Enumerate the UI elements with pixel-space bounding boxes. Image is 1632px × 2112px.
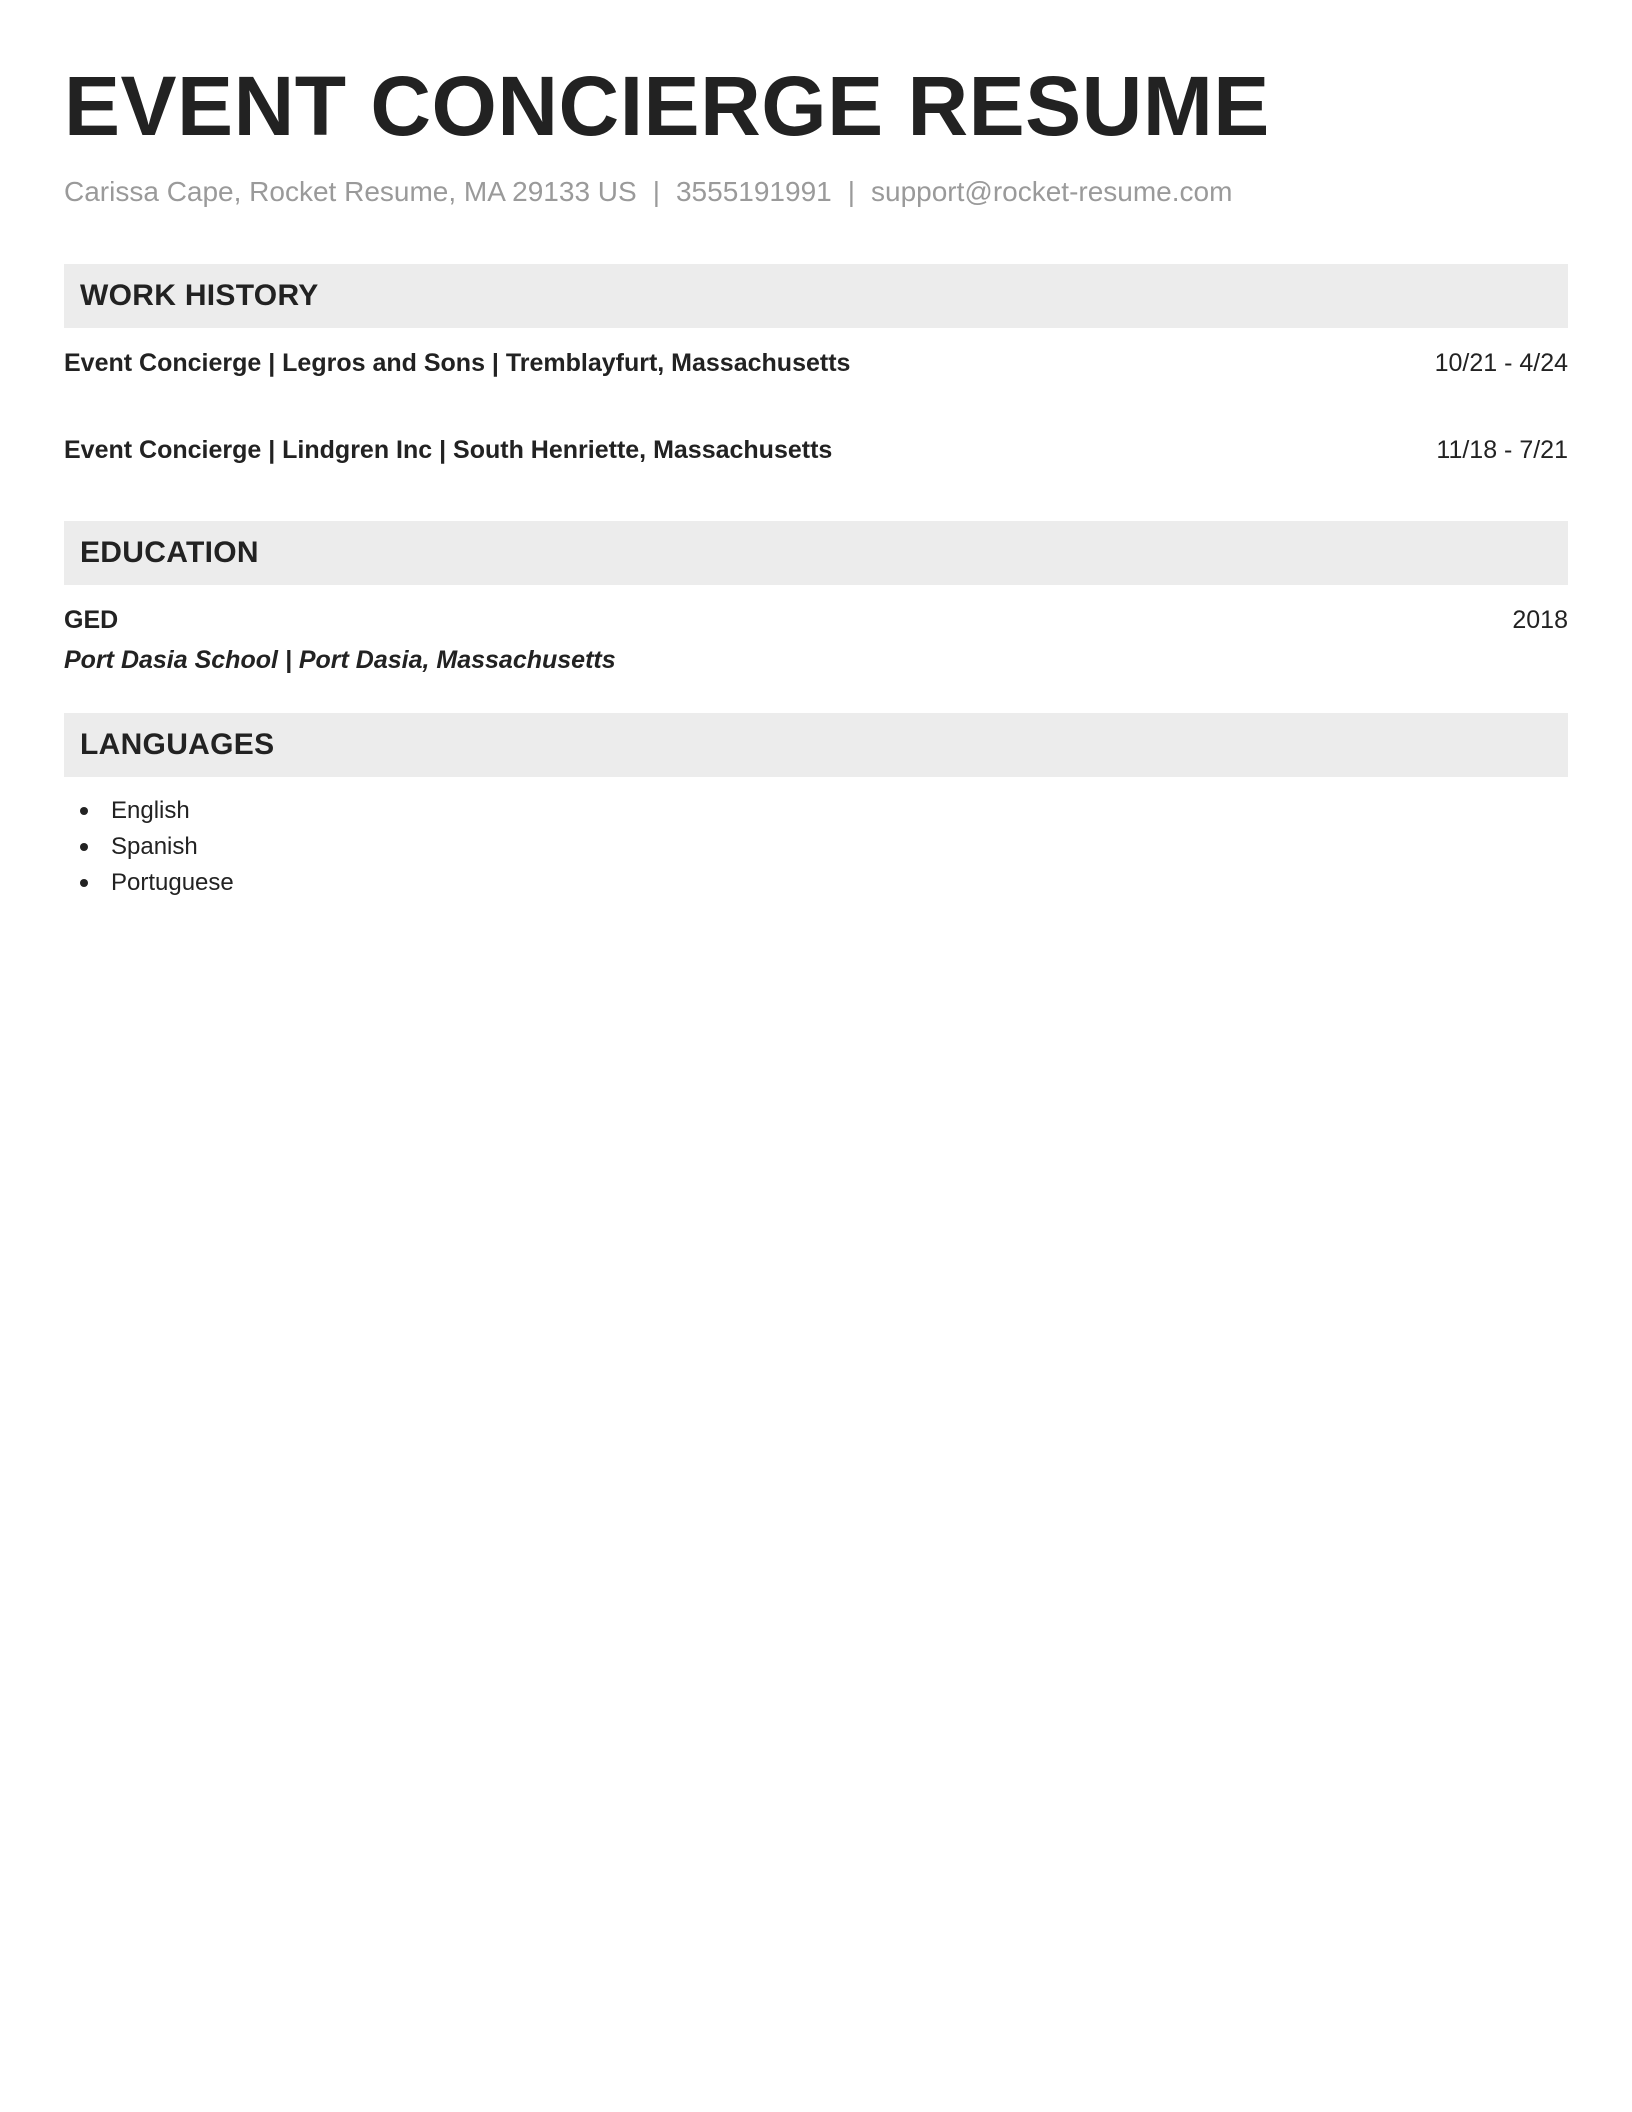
job-entry	[64, 346, 1568, 380]
work-history-section	[64, 264, 1568, 467]
education-school: Port Dasia School | Port Dasia, Massachusetts	[64, 646, 616, 674]
language-name: Portuguese	[111, 869, 234, 896]
contact-line	[64, 174, 1568, 210]
contact-phone: 3555191991	[675, 176, 832, 207]
education-heading: EDUCATION	[64, 521, 1568, 585]
education-year: 2018	[1512, 606, 1568, 634]
education-degree: GED	[64, 606, 119, 634]
list-item	[64, 793, 1568, 829]
language-name: Spanish	[111, 833, 198, 860]
bullet-icon	[80, 843, 88, 851]
resume-title: EVENT CONCIERGE RESUME	[64, 59, 1270, 153]
language-name: English	[111, 797, 190, 824]
bullet-icon	[80, 879, 88, 887]
list-item	[64, 865, 1568, 901]
job-entry	[64, 433, 1568, 467]
job-dates: 10/21 - 4/24	[1434, 349, 1568, 377]
bullet-icon	[80, 807, 88, 815]
contact-address: Carissa Cape, Rocket Resume, MA 29133 US	[64, 176, 637, 207]
languages-list	[64, 793, 1568, 901]
contact-separator: |	[652, 176, 660, 207]
job-title: Event Concierge | Legros and Sons | Tremblayfurt, Massachusetts	[64, 349, 851, 377]
work-history-heading: WORK HISTORY	[64, 264, 1568, 328]
contact-separator: |	[847, 176, 855, 207]
contact-email: support@rocket-resume.com	[871, 176, 1233, 207]
languages-section	[64, 713, 1568, 901]
job-dates: 11/18 - 7/21	[1436, 436, 1568, 464]
languages-heading: LANGUAGES	[64, 713, 1568, 777]
job-title: Event Concierge | Lindgren Inc | South Henriette, Massachusetts	[64, 436, 833, 464]
education-section	[64, 521, 1568, 677]
education-entry	[64, 603, 1568, 637]
list-item	[64, 829, 1568, 865]
